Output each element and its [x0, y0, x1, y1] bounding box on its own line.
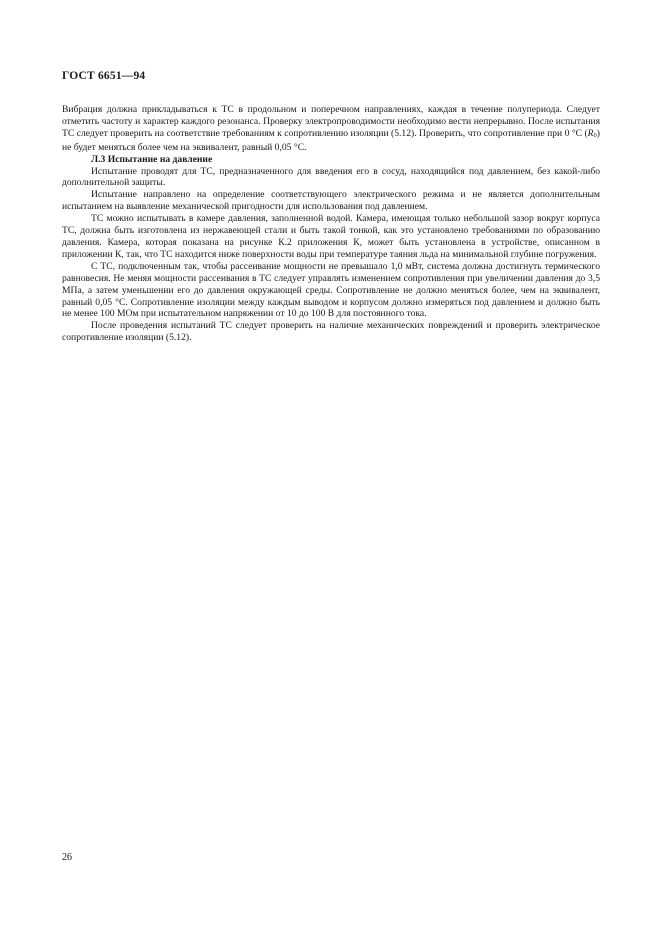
section-paragraph: Испытание проводят для ТС, предназначенного для введения его в сосуд, находящийся под давлением, без какой-либо дополнительной защиты. — [62, 165, 600, 189]
section-paragraph: После проведения испытаний ТС следует проверить на наличие механических повреждений и проверить электрическое сопротивление изоляции (5.12). — [62, 320, 600, 344]
resistance-symbol: R — [587, 127, 594, 139]
page-number: 26 — [62, 852, 72, 863]
intro-text-start: Вибрация должна прикладываться к ТС в продольном и поперечном направлениях, каждая в течение полупериода. Следует отметить частоту и характер каждого резонанса. Проверку электропроводимости необходимо вести непрерывно. После испытания ТС следует проверить на соответствие требованиям к сопротивлению изоляции (5.12). Проверить, что сопротивление при 0 °С ( — [62, 104, 600, 139]
intro-paragraph — [62, 104, 600, 154]
section-paragraph: ТС можно испытывать в камере давления, заполненной водой. Камера, имеющая только небольшой зазор вокруг корпуса ТС, должна быть изготовлена из нержавеющей стали и быть такой тонкой, как это установлено требованиями по образованию давления. Камера, которая показана на рисунке К.2 приложения К, может быть установлена в устройстве, описанном в приложении К, так, что ТС находится ниже поверхности воды при температуре таяния льда на минимальной глубине погружения. — [62, 213, 600, 260]
section-paragraph: С ТС, подключенным так, чтобы рассеивание мощности не превышало 1,0 мВт, система должна достигнуть термического равновесия. Не меняя мощности рассеивания в ТС следует управлять изменением сопротивления при увеличении давления до 3,5 МПа, а затем уменьшении его до давления окружающей среды. Сопротивление не должно меняться более, чем на эквивалент, равный 0,05 °С. Сопротивление изоляции между каждым выводом и корпусом должно измеряться под давлением и должно быть не менее 100 МОм при испытательном напряжении от 10 до 100 В для постоянного тока. — [62, 260, 600, 320]
section-paragraph: Испытание направлено на определение соответствующего электрического режима и не является дополнительным испытанием на выявление механической пригодности для использования под давлением. — [62, 189, 600, 213]
intro-text-end: ) не будет меняться более чем на эквивалент, равный 0,05 °С. — [62, 127, 600, 153]
section-heading: Л.3 Испытание на давление — [91, 153, 213, 165]
document-header: ГОСТ 6651—94 — [62, 70, 146, 82]
resistance-subscript: 0 — [593, 131, 597, 139]
document-body — [62, 104, 600, 344]
